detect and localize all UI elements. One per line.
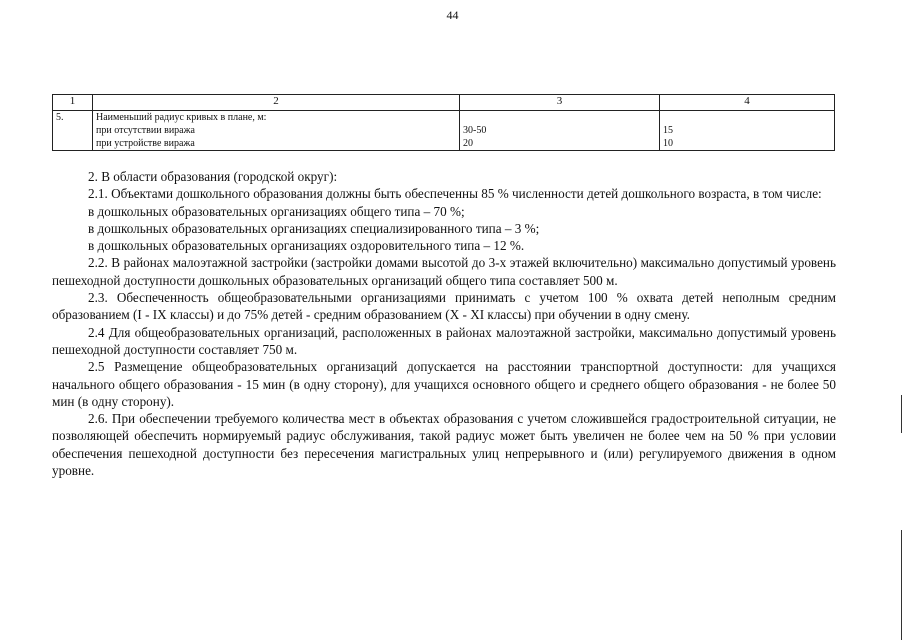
column4-value-2: 10: [663, 138, 673, 149]
table-header-cell: 2: [93, 95, 460, 111]
column3-value-1: 30-50: [463, 125, 487, 136]
row-description-cell: [93, 111, 460, 151]
paragraph: 2.1. Объектами дошкольного образования должны быть обеспеченны 85 % численности детей дошкольного возраста, в том числе:: [88, 186, 822, 202]
document-body: [52, 168, 836, 479]
scan-edge-mark: [901, 530, 902, 640]
column3-value-2: 20: [463, 138, 473, 149]
list-item: в дошкольных образовательных организациях оздоровительного типа – 12 %.: [88, 238, 525, 254]
paragraph: 2.6. При обеспечении требуемого количества мест в объектах образования с учетом сложившейся градостроительной ситуации, не позволяющей обеспечить нормируемый радиус обслуживания, такой радиус может быть увеличен не более чем на 50 % при условии обеспечения пешеходной доступности без пересечения магистральных улиц непрерывного и (или) регулируемого движения в одном уровне.: [52, 411, 836, 479]
list-item: в дошкольных образовательных организациях специализированного типа – 3 %;: [88, 220, 540, 236]
row-number: 5.: [56, 112, 64, 123]
scan-edge-mark: [901, 395, 902, 433]
table-header-row: [53, 95, 835, 111]
table-header-cell: 1: [53, 95, 93, 111]
page-number: 44: [446, 8, 459, 22]
table-row: [53, 111, 835, 151]
table-header-cell: 3: [460, 95, 660, 111]
row-title: Наименьший радиус кривых в плане, м:: [96, 112, 267, 123]
column4-value-1: 15: [663, 125, 673, 136]
row-number-cell: [53, 111, 93, 151]
list-item: в дошкольных образовательных организациях общего типа – 70 %;: [88, 203, 465, 219]
table-header-cell: 4: [660, 95, 835, 111]
paragraph: 2.2. В районах малоэтажной застройки (застройки домами высотой до 3-х этажей включительно) максимально допустимый уровень пешеходной доступности дошкольных образовательных организаций общего типа составляет 500 м.: [52, 255, 836, 288]
row-line-no-bank: при отсутствии виража: [96, 125, 195, 136]
paragraph: 2.5 Размещение общеобразовательных организаций допускается на расстоянии транспортной доступности: для учащихся начального общего образования - 15 мин (в одну сторону), для учащихся основного общего и среднего общего образования - не более 50 мин (в одну сторону).: [52, 359, 836, 409]
parameters-table: [52, 94, 835, 151]
paragraph: 2.3. Обеспеченность общеобразовательными организациями принимать с учетом 100 % охвата детей неполным средним образованием (I - IX классы) и до 75% детей - средним образованием (X - XI классы) при обучении в одну смену.: [52, 290, 836, 323]
column3-cell: [460, 111, 660, 151]
section-heading: 2. В области образования (городской округ):: [88, 169, 338, 184]
row-line-with-bank: при устройстве виража: [96, 138, 195, 149]
paragraph: 2.4 Для общеобразовательных организаций, расположенных в районах малоэтажной застройки, максимально допустимый уровень пешеходной доступности составляет 750 м.: [52, 324, 836, 357]
column4-cell: [660, 111, 835, 151]
